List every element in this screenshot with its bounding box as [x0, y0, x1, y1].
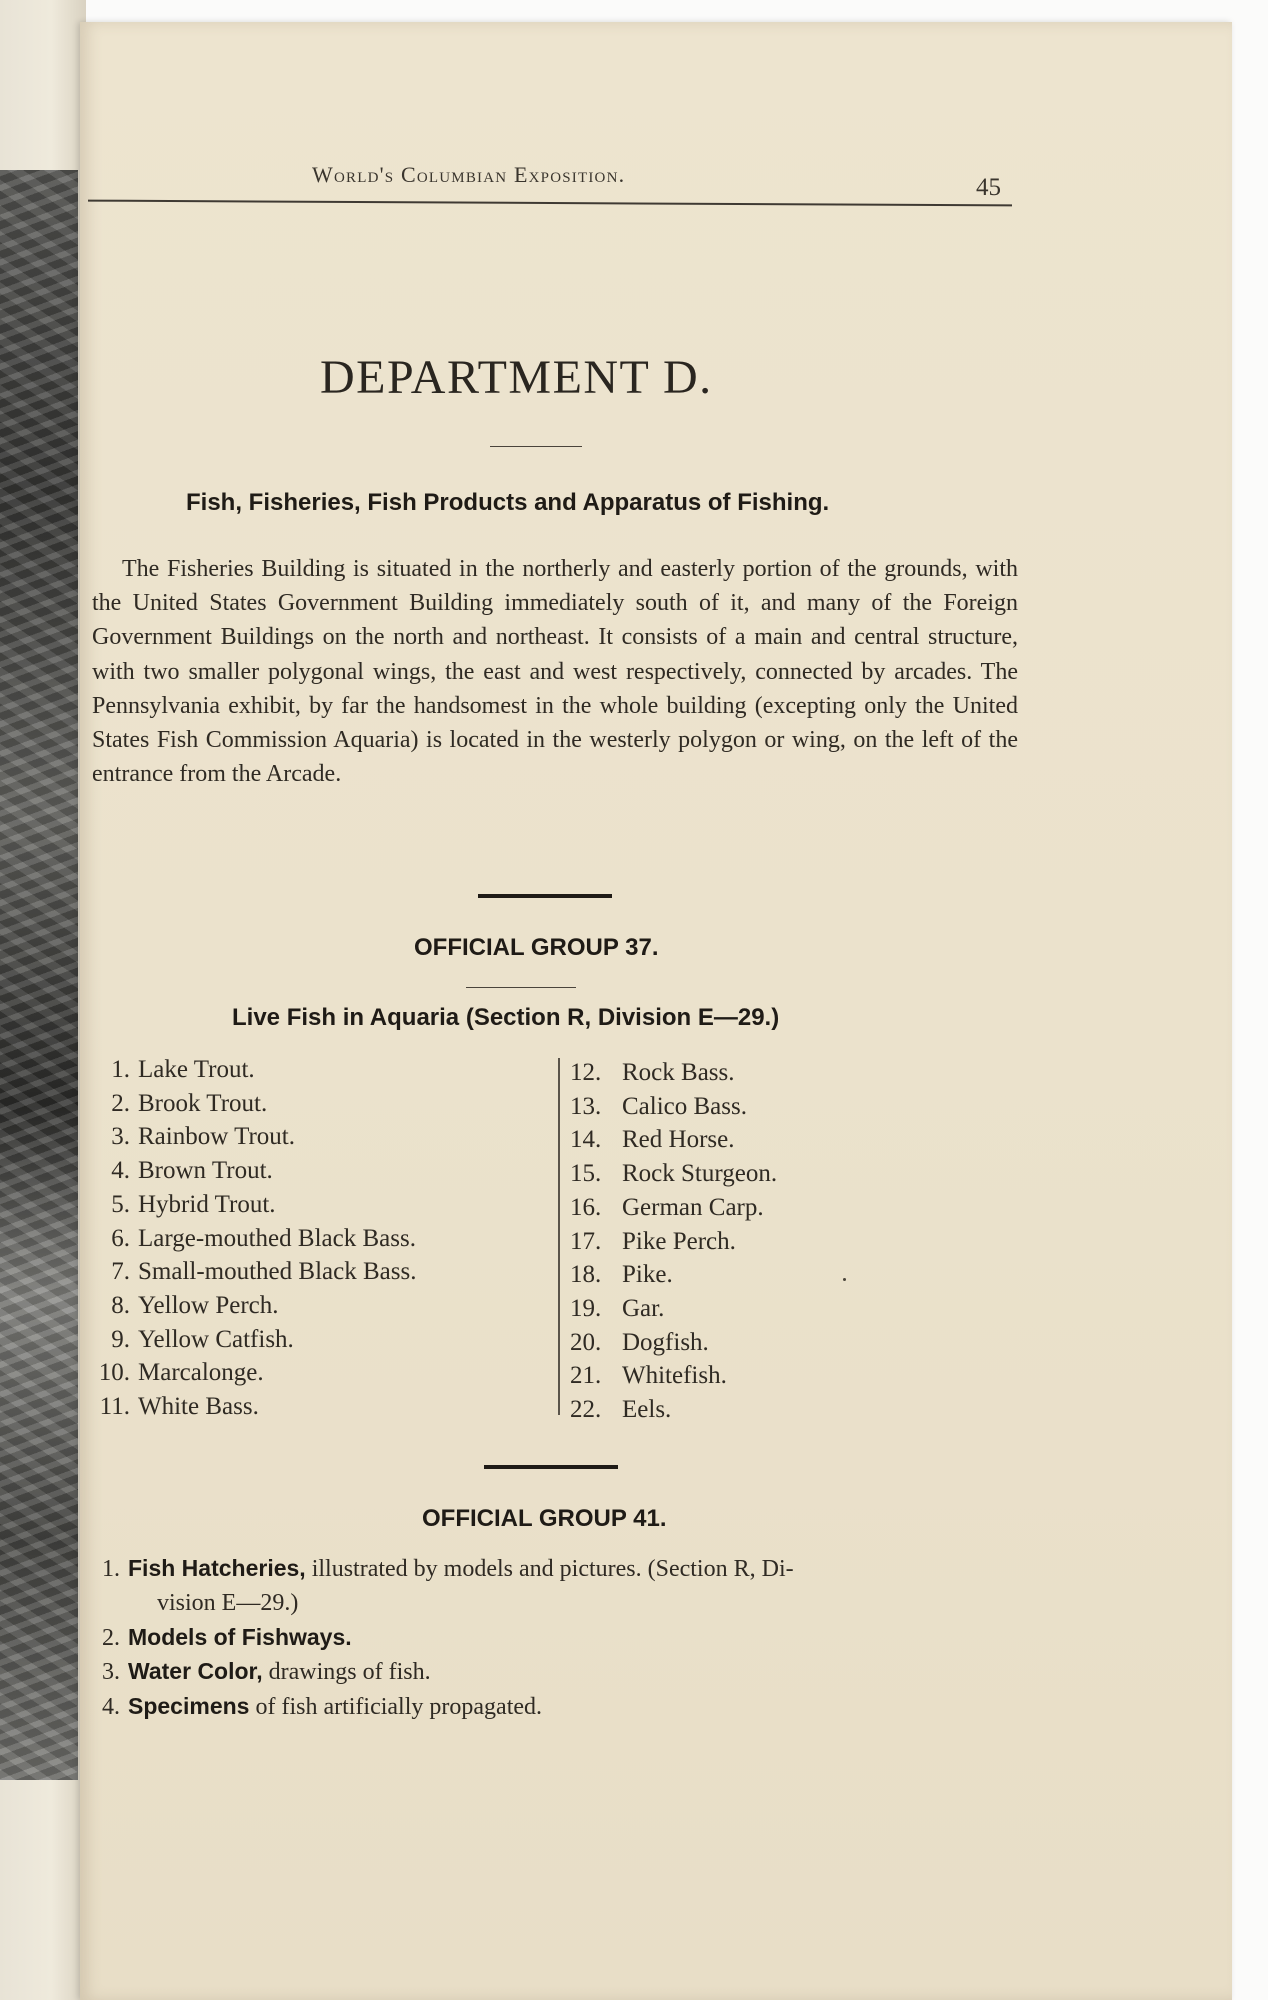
list-item: 5. Hybrid Trout.	[111, 1190, 276, 1218]
list-item: 2. Brook Trout.	[111, 1089, 268, 1117]
list-item-continuation: vision E—29.)	[157, 1589, 299, 1616]
printer-credit-mark	[59, 1600, 69, 1780]
list-item: 13. Calico Bass.	[570, 1092, 747, 1120]
list-item: 4. Specimens of fish artificially propagated.	[102, 1693, 543, 1721]
list-item: 3. Water Color, drawings of fish.	[102, 1658, 431, 1686]
list-item: 20. Dogfish.	[570, 1328, 709, 1356]
section-divider	[484, 1465, 618, 1469]
intro-paragraph: The Fisheries Building is situated in the northerly and easterly portion of the grounds, with the United States Government Building immediately south of it, and many of the Foreign Government Buildings on the north and northeast. It consists of a main and central structure, with two smaller polygonal wings, the east and west respectively, connected by arcades. The Pennsylvania exhibit, by far the handsomest in the whole building (excepting only the United States Fish Commission Aquaria) is located in the westerly polygon or wing, on the left of the entrance from the Arcade.	[92, 556, 1018, 788]
list-item: 21. Whitefish.	[570, 1362, 727, 1390]
book-page	[80, 22, 1232, 2000]
ink-speck	[843, 1278, 846, 1281]
list-item: 2. Models of Fishways.	[102, 1623, 352, 1651]
list-item: 3. Rainbow Trout.	[111, 1123, 295, 1151]
list-item: 22. Eels.	[570, 1396, 672, 1424]
department-title: DEPARTMENT D.	[320, 351, 713, 404]
list-item: 18. Pike.	[570, 1261, 673, 1289]
group-41-list	[102, 1552, 1022, 1725]
column-divider	[558, 1058, 560, 1415]
list-item: 19. Gar.	[570, 1294, 665, 1322]
list-item: 16. German Carp.	[570, 1193, 764, 1221]
facing-page-photograph	[0, 170, 78, 1780]
page-content	[80, 22, 1232, 2000]
list-item: 1. Lake Trout.	[111, 1056, 255, 1083]
group-41-heading: OFFICIAL GROUP 41.	[422, 1505, 667, 1532]
list-item: 4. Brown Trout.	[111, 1157, 273, 1185]
fish-list-left	[90, 1053, 416, 1424]
title-rule	[490, 446, 582, 447]
list-item: 1. Fish Hatcheries, illustrated by models and pictures. (Section R, Di-	[102, 1555, 794, 1582]
page-number: 45	[976, 174, 1001, 201]
list-item: 15. Rock Sturgeon.	[570, 1160, 778, 1188]
list-item: 8. Yellow Perch.	[111, 1291, 279, 1319]
group-37-heading: OFFICIAL GROUP 37.	[414, 934, 659, 961]
fish-list-right	[570, 1056, 777, 1427]
header-rule	[88, 200, 1012, 207]
running-head: World's Columbian Exposition.	[312, 162, 626, 187]
list-item: 17. Pike Perch.	[570, 1227, 736, 1255]
list-item: 14. Red Horse.	[570, 1126, 735, 1154]
list-item: 9. Yellow Catfish.	[111, 1325, 294, 1353]
section-divider	[478, 894, 612, 898]
list-item: 10. Marcalonge.	[98, 1359, 264, 1387]
department-subtitle: Fish, Fisheries, Fish Products and Apparatus of Fishing.	[186, 489, 830, 516]
list-item: 7. Small-mouthed Black Bass.	[111, 1258, 417, 1286]
list-item: 12. Rock Bass.	[570, 1059, 735, 1086]
group-37-subheading: Live Fish in Aquaria (Section R, Division E—29.)	[232, 1004, 780, 1031]
group-37-rule	[466, 987, 576, 988]
list-item: 6. Large-mouthed Black Bass.	[111, 1224, 416, 1252]
list-item: 11. White Bass.	[99, 1393, 259, 1421]
